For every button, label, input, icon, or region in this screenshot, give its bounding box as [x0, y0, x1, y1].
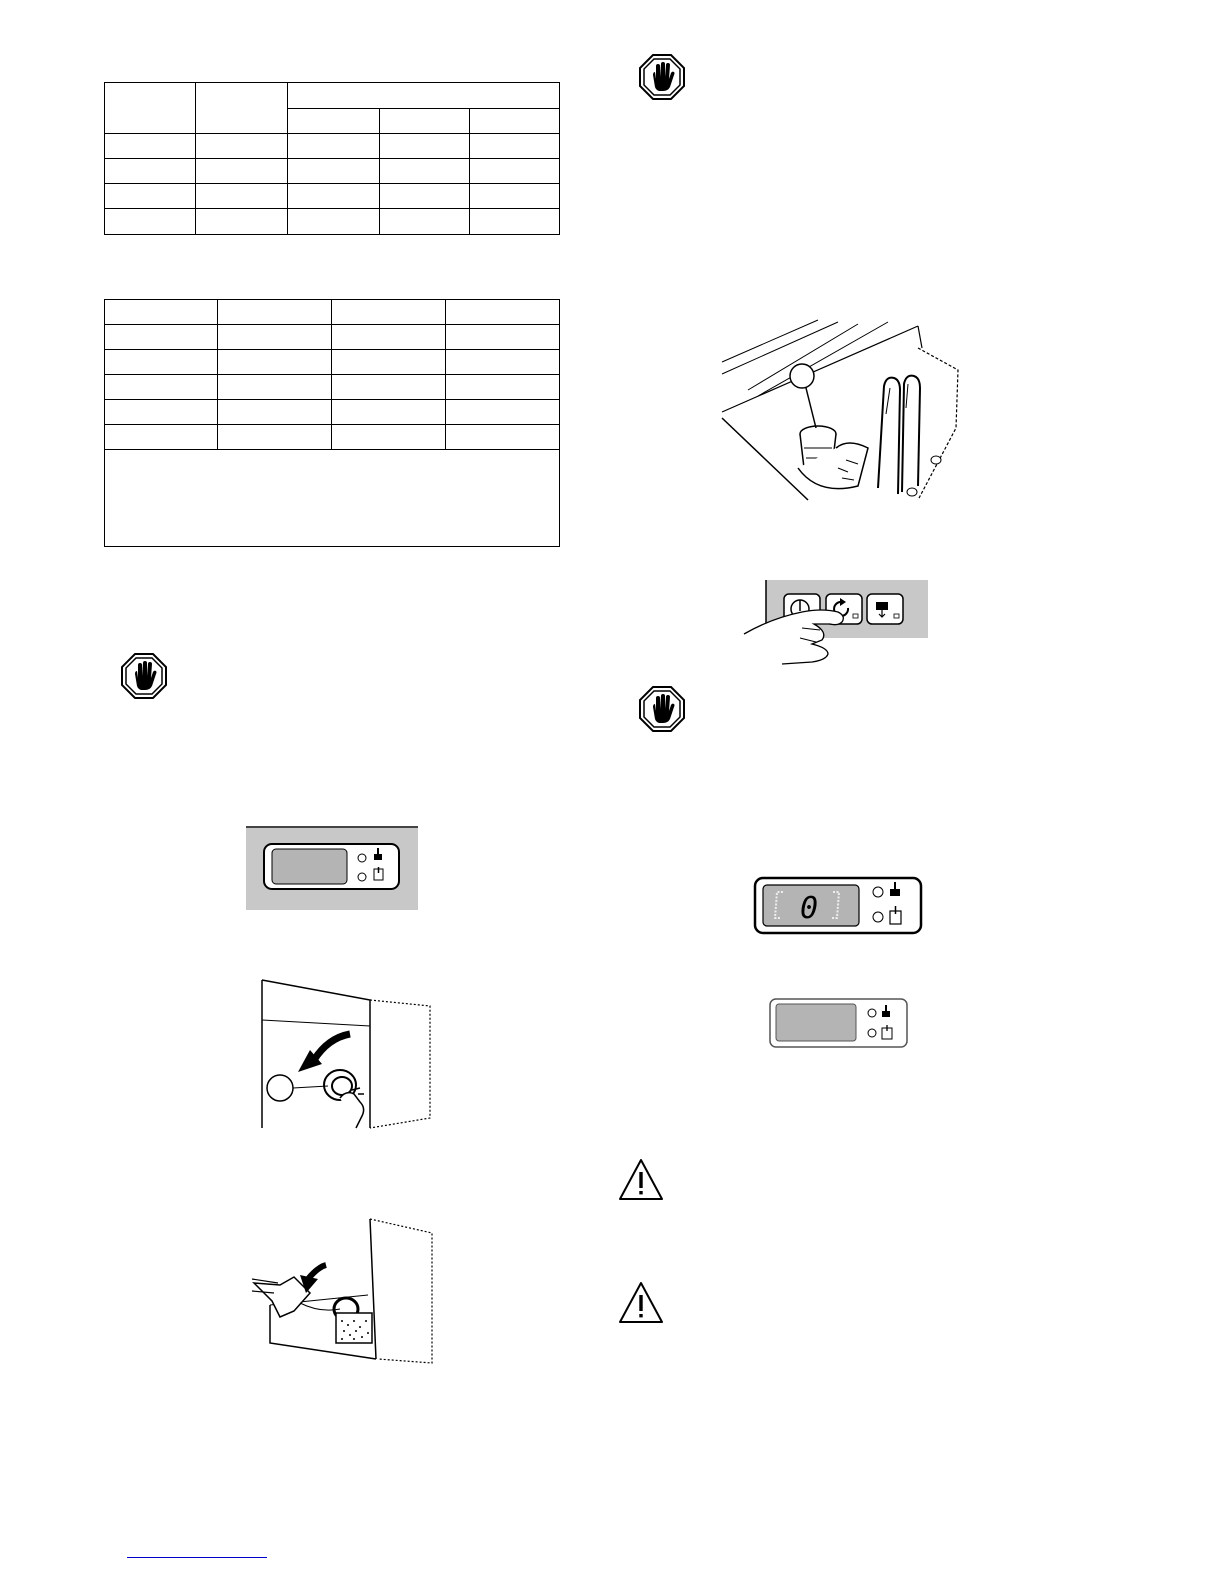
control-panel-display-illustration [246, 826, 418, 910]
table-footnote-row [105, 450, 560, 547]
settings-table [104, 299, 560, 547]
table-row [105, 300, 560, 325]
footer-link-underline[interactable] [127, 1557, 267, 1558]
warning-triangle-icon [617, 1157, 665, 1203]
table-row [105, 184, 560, 209]
table-row [105, 425, 560, 450]
table-row [105, 400, 560, 425]
table-header-cell [288, 109, 380, 134]
table-row [105, 209, 560, 235]
table-row [105, 325, 560, 350]
display-digit: 0 [799, 891, 819, 926]
rinse-aid-dispenser-illustration [718, 318, 963, 503]
warning-triangle-icon [617, 1280, 665, 1326]
display-panel-blank [769, 998, 909, 1050]
water-hardness-table [104, 82, 560, 235]
table-header-cell [470, 109, 560, 134]
stop-hand-icon [638, 53, 686, 101]
table-header-cell [196, 83, 288, 134]
table-row [105, 350, 560, 375]
table-header-cell [105, 83, 196, 134]
salt-filling-illustration [250, 1213, 440, 1368]
control-buttons-illustration [742, 578, 928, 668]
table-header-cell [380, 109, 470, 134]
salt-container-cap-illustration [258, 978, 438, 1133]
table-row [105, 375, 560, 400]
table-row [105, 134, 560, 159]
table-row [105, 159, 560, 184]
stop-hand-icon [120, 652, 168, 700]
stop-hand-icon [638, 685, 686, 733]
table-header-cell [288, 83, 560, 109]
display-panel-with-digit [753, 876, 923, 936]
